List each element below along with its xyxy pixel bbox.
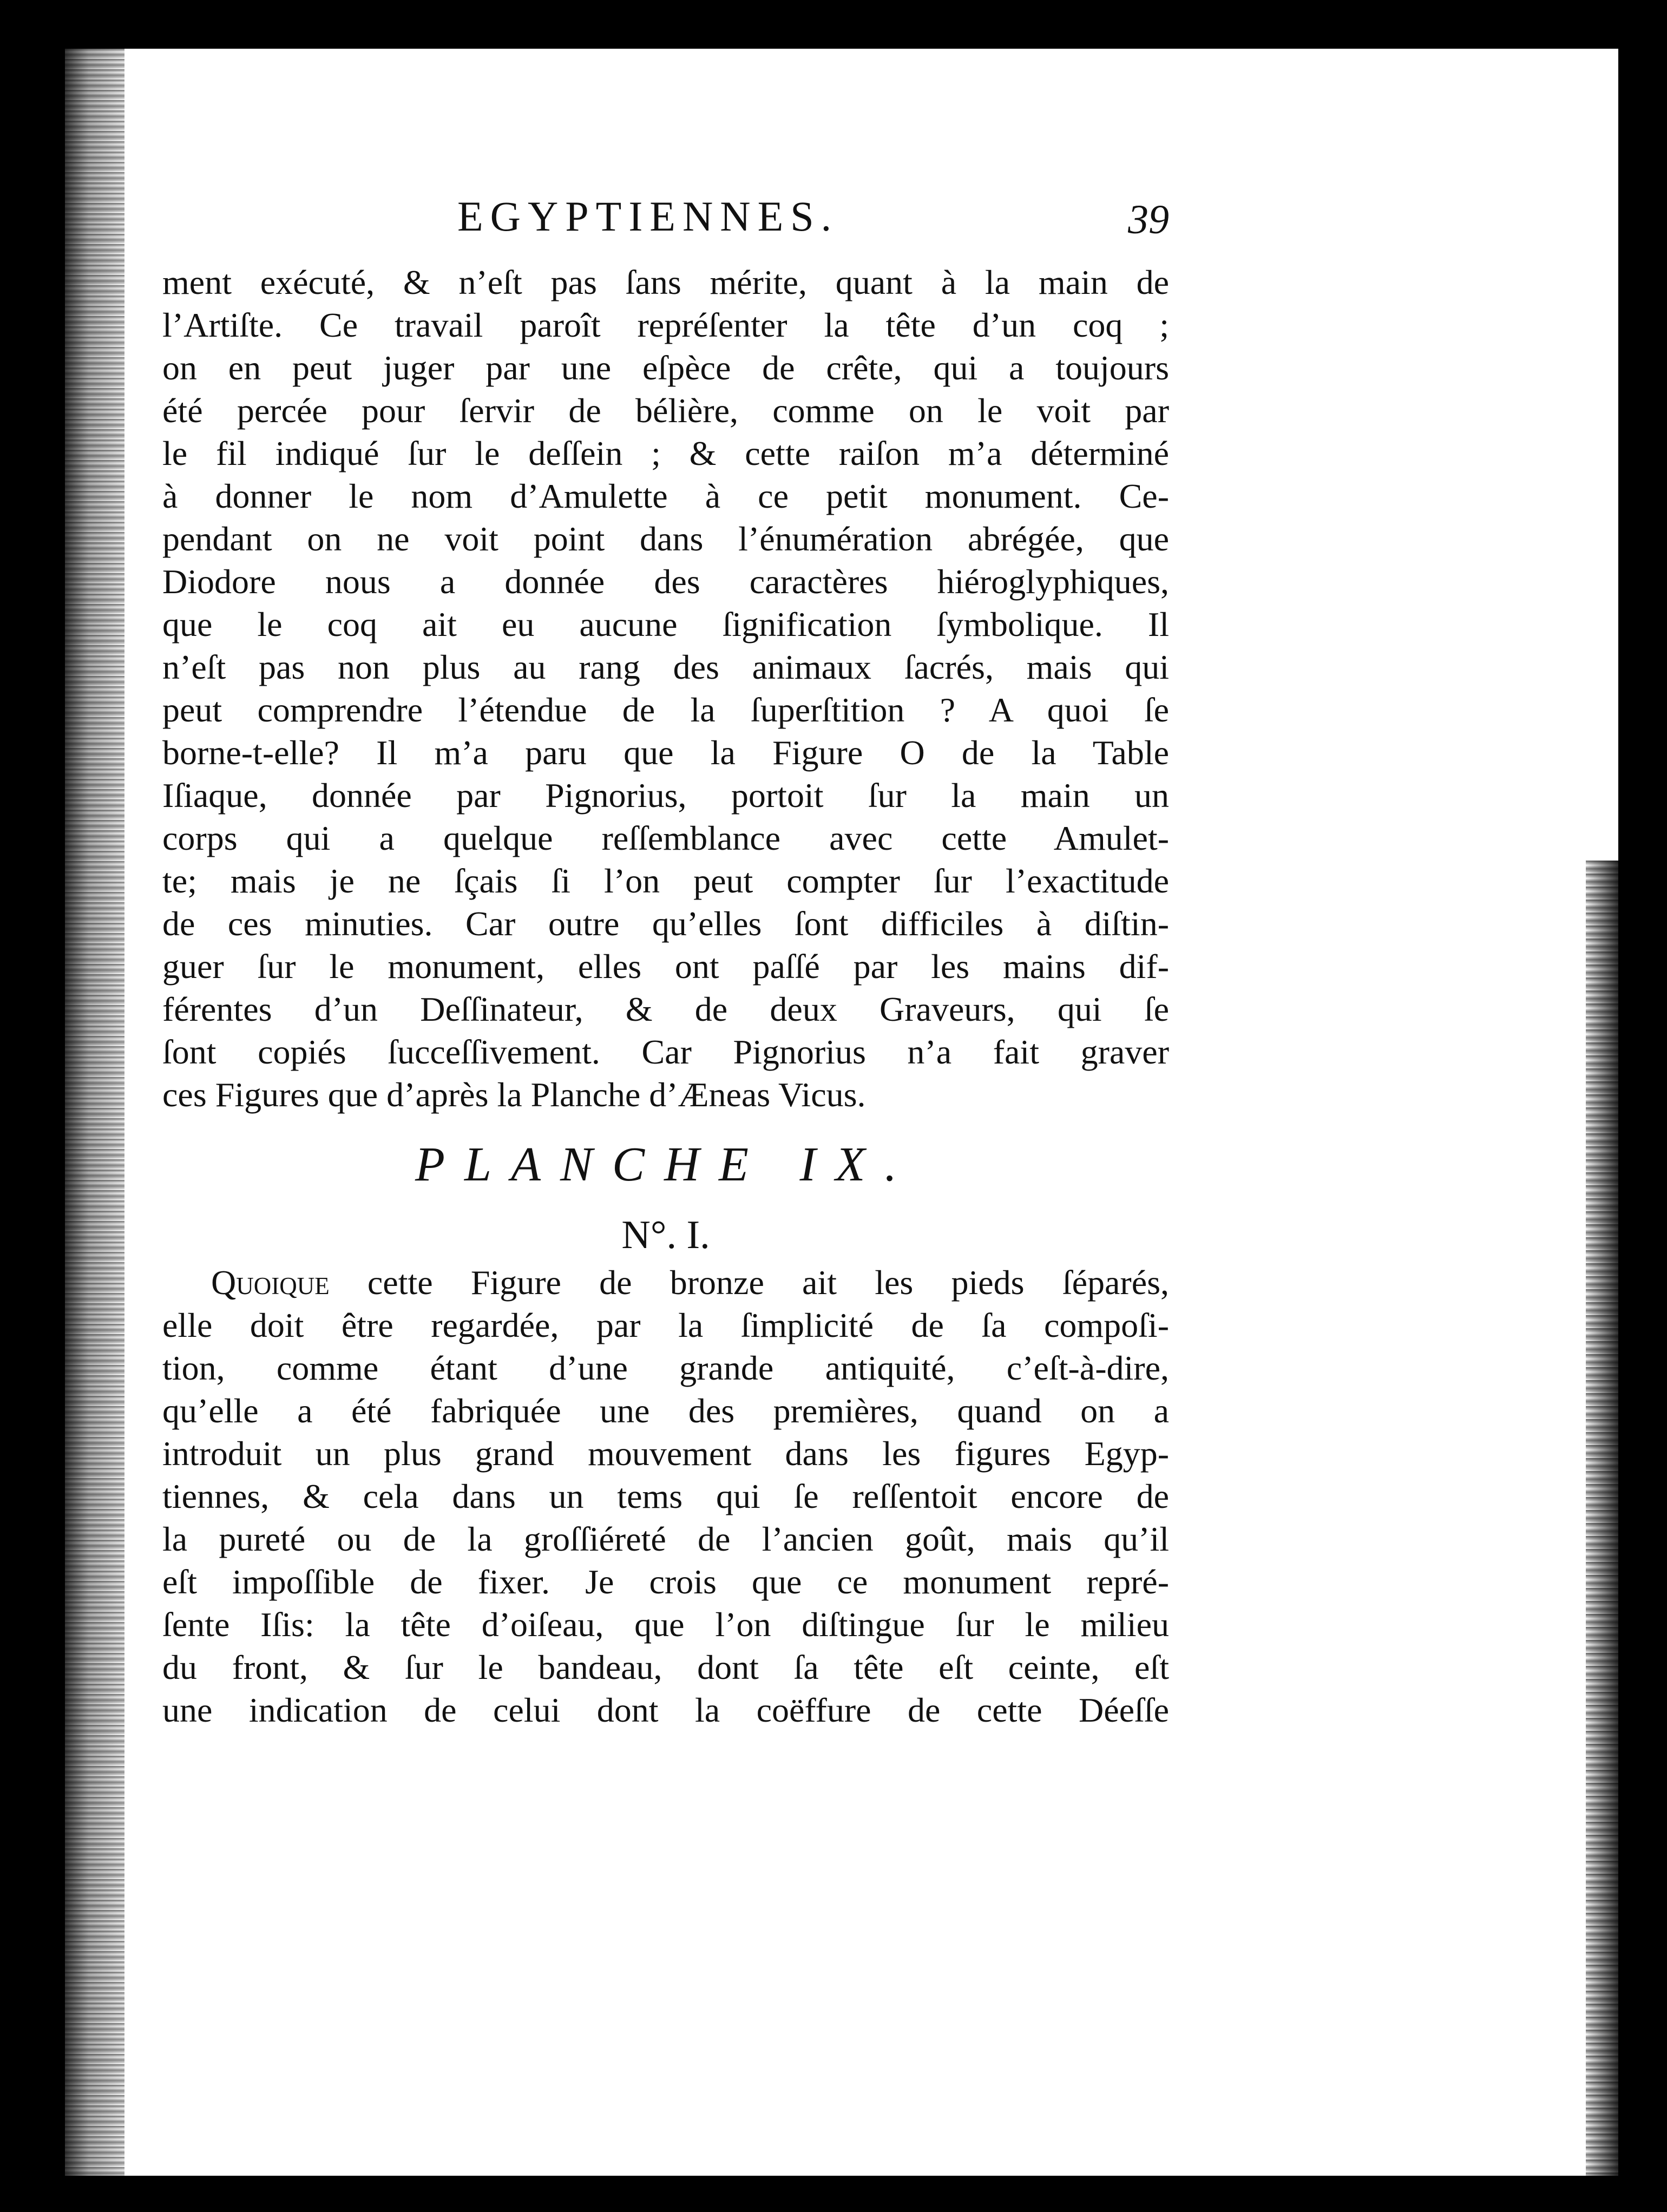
page-header xyxy=(162,192,1169,252)
text-line: le fil indiqué ſur le deſſein ; & cette raiſon m’a déterminé xyxy=(162,434,1169,472)
text-line: introduit un plus grand mouvement dans les figures Egyp- xyxy=(162,1434,1169,1473)
text-line: pendant on ne voit point dans l’énumération abrégée, que xyxy=(162,520,1169,558)
text-line: ment exécuté, & n’eſt pas ſans mérite, quant à la main de xyxy=(162,263,1169,301)
page-number: 39 xyxy=(1128,197,1169,242)
text-line: une indication de celui dont la coëffure de cette Déeſſe xyxy=(162,1691,1169,1729)
text-line: férentes d’un Deſſinateur, & de deux Graveurs, qui ſe xyxy=(162,990,1169,1028)
text-line: qu’elle a été fabriquée une des premières, quand on a xyxy=(162,1391,1169,1430)
scan-edge-left xyxy=(65,49,124,2176)
text-line: tion, comme étant d’une grande antiquité, c’eſt-à-dire, xyxy=(162,1349,1169,1387)
text-line: n’eſt pas non plus au rang des animaux ſacrés, mais qui xyxy=(162,648,1169,686)
section-number: N°. I. xyxy=(621,1213,710,1257)
text-line: eſt impoſſible de fixer. Je crois que ce monument repré- xyxy=(162,1563,1169,1601)
text-line: de ces minuties. Car outre qu’elles ſont difficiles à diſtin- xyxy=(162,904,1169,943)
text-line: tiennes, & cela dans un tems qui ſe reſſentoit encore de xyxy=(162,1477,1169,1515)
text-line: on en peut juger par une eſpèce de crête, qui a toujours xyxy=(162,349,1169,387)
text-line: Diodore nous a donnée des caractères hiéroglyphiques, xyxy=(162,562,1169,601)
text-line: que le coq ait eu aucune ſignification ſymbolique. Il xyxy=(162,605,1169,644)
text-line: guer ſur le monument, elles ont paſſé par les mains dif- xyxy=(162,947,1169,986)
text-line: ces Figures que d’après la Planche d’Æneas Vicus. xyxy=(162,1075,866,1114)
text-line: te; mais je ne ſçais ſi l’on peut compter ſur l’exactitude xyxy=(162,862,1169,900)
text-line: du front, & ſur le bandeau, dont ſa tête eſt ceinte, eſt xyxy=(162,1648,1169,1686)
scan-edge-right xyxy=(1586,861,1618,2176)
paragraph-1 xyxy=(162,261,1169,1116)
text-line: ſente Iſis: la tête d’oiſeau, que l’on diſtingue ſur le milieu xyxy=(162,1605,1169,1644)
text-line: l’Artiſte. Ce travail paroît repréſenter la tête d’un coq ; xyxy=(162,306,1169,344)
running-head: EGYPTIENNES. xyxy=(457,193,839,240)
paragraph-2 xyxy=(162,1261,1169,1731)
text-line: été percée pour ſervir de bélière, comme on le voit par xyxy=(162,391,1169,430)
text-line: corps qui a quelque reſſemblance avec cette Amulet- xyxy=(162,819,1169,857)
first-line-rest: cette Figure de bronze ait les pieds ſéparés, xyxy=(329,1263,1169,1302)
text-line: Iſiaque, donnée par Pignorius, portoit ſur la main un xyxy=(162,776,1169,815)
text-line: peut comprendre l’étendue de la ſuperſtition ? A quoi ſe xyxy=(162,691,1169,729)
initial-word: Quoique xyxy=(211,1263,330,1302)
text-line: borne-t-elle? Il m’a paru que la Figure O de la Table xyxy=(162,733,1169,772)
book-page xyxy=(65,49,1618,2176)
section-title: PLANCHE IX. xyxy=(415,1138,916,1191)
text-line: ſont copiés ſucceſſivement. Car Pignorius n’a fait graver xyxy=(162,1033,1169,1071)
text-line: la pureté ou de la groſſiéreté de l’ancien goût, mais qu’il xyxy=(162,1520,1169,1558)
text-line: elle doit être regardée, par la ſimplicité de ſa compoſi- xyxy=(162,1306,1169,1344)
text-line: à donner le nom d’Amulette à ce petit monument. Ce- xyxy=(162,477,1169,515)
text-line-first xyxy=(162,1261,1169,1304)
